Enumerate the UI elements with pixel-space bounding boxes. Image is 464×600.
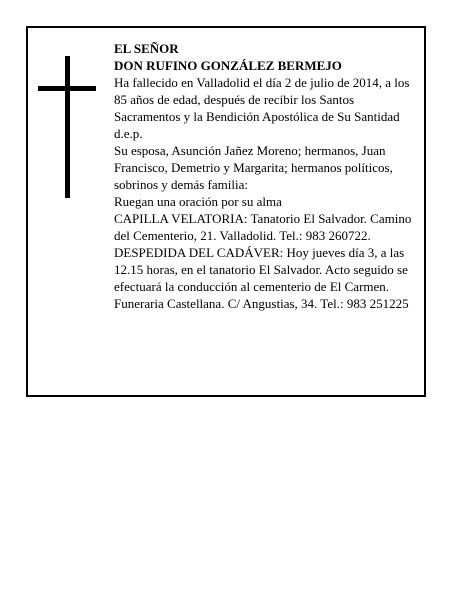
cross-icon: [38, 56, 96, 198]
chapel-info: CAPILLA VELATORIA: Tanatorio El Salvador. Camino del Cementerio, 21. Valladolid. Tel.: 983 260722.: [114, 211, 412, 243]
funeral-home-info: Funeraria Castellana. C/ Angustias, 34. Tel.: 983 251225: [114, 296, 409, 311]
obituary-notice: [26, 26, 426, 397]
family-list: Su esposa, Asunción Jañez Moreno; hermanos, Juan Francisco, Demetrio y Margarita; hermanos políticos, sobrinos y demás familia:: [114, 143, 393, 192]
deceased-title: EL SEÑOR: [114, 41, 179, 56]
obituary-text: [114, 40, 420, 312]
cross-vertical-bar: [65, 56, 70, 198]
prayer-request: Ruegan una oración por su alma: [114, 194, 282, 209]
deceased-name: DON RUFINO GONZÁLEZ BERMEJO: [114, 58, 342, 73]
cross-horizontal-bar: [38, 86, 96, 91]
farewell-info: DESPEDIDA DEL CADÁVER: Hoy jueves día 3, a las 12.15 horas, en el tanatorio El Salvador. Acto seguido se efectuará la conducción al cementerio de El Carmen.: [114, 245, 408, 294]
death-announcement: Ha fallecido en Valladolid el día 2 de julio de 2014, a los 85 años de edad, después de recibir los Santos Sacramentos y la Bendición Apostólica de Su Santidad d.e.p.: [114, 75, 410, 141]
